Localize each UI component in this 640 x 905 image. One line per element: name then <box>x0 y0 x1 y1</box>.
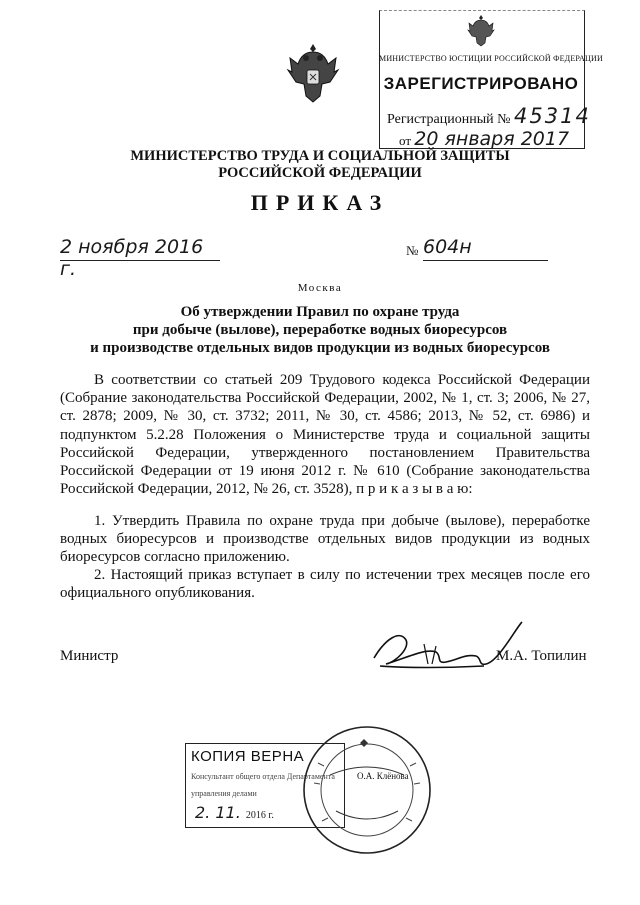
subject-line2: при добыче (вылове), переработке водных биоресурсов <box>132 322 508 338</box>
copy-stamp-year: 2016 г. <box>245 810 274 821</box>
stamp-number: 45314 <box>514 104 591 128</box>
registration-stamp <box>379 10 603 150</box>
order-date <box>60 236 220 280</box>
stamp-number-label: Регистрационный № <box>387 112 511 127</box>
document-type: ПРИКАЗ <box>250 190 390 215</box>
ministry-name <box>0 148 640 182</box>
order-subject <box>40 303 600 357</box>
subject-line1: Об утверждении Правил по охране труда <box>180 304 460 320</box>
signatory-title: Министр <box>60 648 119 664</box>
coat-of-arms-icon <box>286 40 340 106</box>
stamp-ministry: МИНИСТЕРСТВО ЮСТИЦИИ РОССИЙСКОЙ ФЕДЕРАЦИИ <box>379 54 603 63</box>
department-seal-icon <box>300 723 434 857</box>
stamp-date: 20 января 2017 <box>414 128 570 150</box>
ministry-name-line2: РОССИЙСКОЙ ФЕДЕРАЦИИ <box>218 165 422 181</box>
subject-line3: и производстве отдельных видов продукции из водных биоресурсов <box>90 340 550 356</box>
stamp-emblem-icon <box>467 14 495 48</box>
copy-stamp-signer: О.А. Клёнова <box>357 771 409 781</box>
stamp-status: ЗАРЕГИСТРИРОВАНО <box>383 74 579 93</box>
copy-stamp-role: Консультант общего отдела Департамента <box>191 772 335 781</box>
preamble-paragraph <box>60 371 590 498</box>
order-date-text: 2 ноября 2016 г. <box>60 236 204 280</box>
item-1-paragraph: 1. Утвердить Правила по охране труда при добыче (вылове), переработке водных биоресурсов и производстве отдельных видов продукции из водных биоресурсов согласно приложению. <box>60 513 590 566</box>
order-word: п р и к а з ы в а ю: <box>356 481 473 498</box>
order-number <box>423 236 548 261</box>
order-number-label: № <box>406 243 419 258</box>
stamp-number-line <box>387 104 591 128</box>
copy-stamp-department: управления делами <box>191 789 257 798</box>
stamp-date-line <box>399 128 569 150</box>
item-2-paragraph: 2. Настоящий приказ вступает в силу по истечении трех месяцев после его официального опубликования. <box>60 567 590 602</box>
copy-stamp-date <box>195 803 274 822</box>
copy-stamp-title: КОПИЯ ВЕРНА <box>191 748 305 765</box>
order-number-text: 604н <box>423 236 472 258</box>
signatory-name: М.А. Топилин <box>496 648 587 664</box>
ministry-name-line1: МИНИСТЕРСТВО ТРУДА И СОЦИАЛЬНОЙ ЗАЩИТЫ <box>130 148 510 164</box>
city: Москва <box>297 282 343 294</box>
preamble-text: В соответствии со статьей 209 Трудового кодекса Российской Федерации (Собрание законодательства Российской Федерации, 2002, № 1, ст. 3; 2006, № 27, ст. 2878; 2009, № 30, ст. 3732; 2011, № 30, ст. 4586; 2013, № 52, ст. 6986) и подпунктом 5.2.28 Положения о Министерстве труда и социальной защиты Российской Федерации, утвержденного постановлением Правительства Российской Федерации от 19 июня 2012 г. № 610 (Собрание законодательства Российской Федерации, 2012, № 26, ст. 3528), <box>60 372 590 498</box>
stamp-date-label: от <box>399 133 412 148</box>
copy-stamp-day: 2. 11. <box>195 803 241 822</box>
